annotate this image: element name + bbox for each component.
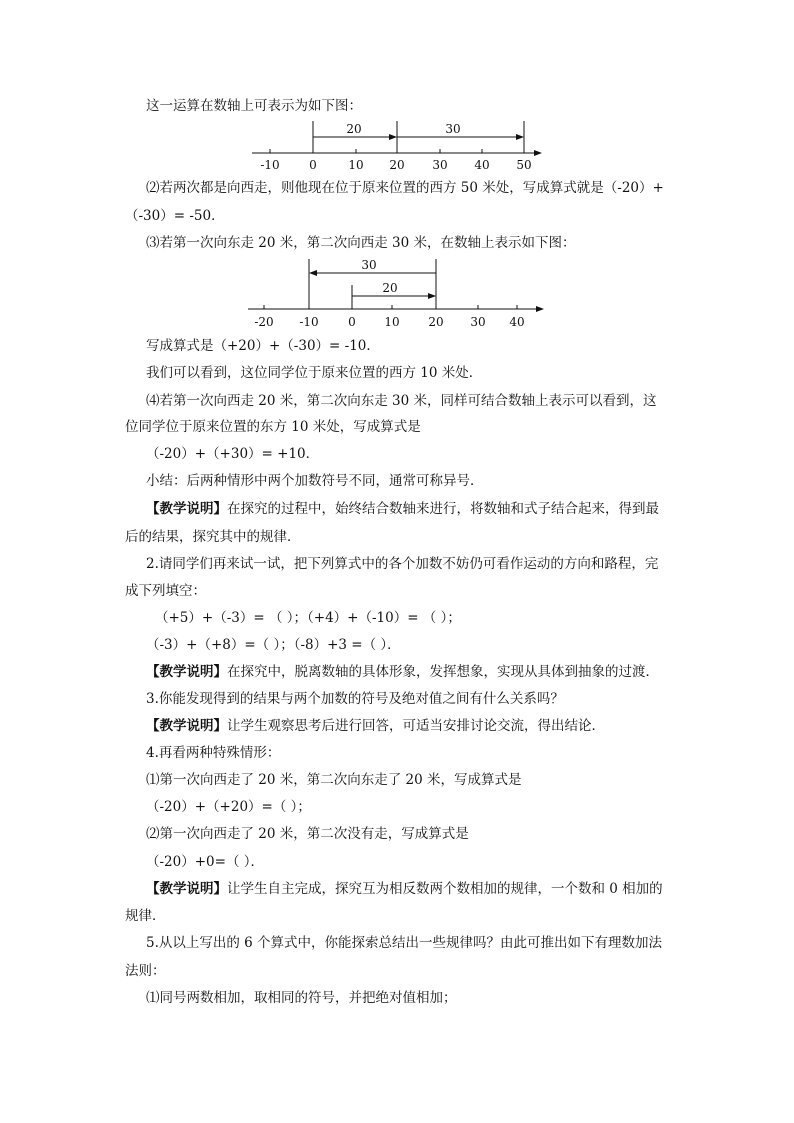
text-line: ⑵第一次向西走了 20 米，第二次没有走，写成算式是 [146, 826, 469, 842]
text-line: ⑷若第一次向西走 20 米，第二次向东走 30 米，同样可结合数轴上表示可以看到，这 [146, 393, 657, 409]
text-line: 3.你能发现得到的结果与两个加数的符号及绝对值之间有什么关系吗？ [146, 691, 564, 707]
tick-label: -20 [254, 315, 274, 329]
text-line: ⑵若两次都是向西走，则他现在位于原来位置的西方 50 米处，写成算式就是（-20）+ [146, 180, 664, 196]
tick-label: 20 [389, 158, 405, 172]
number-line-diagram-2 [246, 256, 548, 336]
text-line: 法则： [125, 963, 166, 979]
tick-label: 10 [384, 315, 400, 329]
arrow-label: 20 [346, 122, 362, 136]
teaching-note-label: 【教学说明】 [146, 718, 227, 734]
tick-label: 40 [509, 315, 525, 329]
text-line: 位同学位于原来位置的东方 10 米处，写成算式是 [125, 419, 421, 435]
text-line: 这一运算在数轴上可表示为如下图： [146, 98, 362, 114]
text-line: ⑴同号两数相加，取相同的符号，并把绝对值相加； [146, 990, 457, 1006]
teaching-note-text: 让学生自主完成，探究互为相反数两个数相加的规律，一个数和 0 相加的 [227, 881, 663, 897]
tick-label: 20 [428, 315, 444, 329]
arrow-label: 20 [382, 281, 398, 295]
teaching-note-text: 在探究中，脱离数轴的具体形象，发挥想象，实现从具体到抽象的过渡． [227, 664, 659, 680]
text-line: （-20）+（+20）=（ ）； [146, 799, 311, 815]
text-line: 2.请同学们再来试一试，把下列算式中的各个加数不妨仍可看作运动的方向和路程，完 [146, 556, 659, 572]
text-line [146, 717, 605, 735]
tick-label: -10 [260, 158, 280, 172]
text-line: （-3）+（+8）=（ ）；（-8）+3 =（ ）． [146, 637, 401, 653]
tick-label: 0 [309, 158, 317, 172]
text-line: 小结：后两种情形中两个加数符号不同，通常可称异号． [146, 473, 484, 489]
number-line-diagram-1 [248, 118, 548, 182]
text-line: （-20）+0=（ ）． [146, 854, 264, 870]
teaching-note-text: 在探究的过程中，始终结合数轴来进行，将数轴和式子结合起来，得到最 [227, 501, 659, 517]
text-line [146, 663, 659, 681]
tick-label: -10 [299, 315, 319, 329]
arrow-label: 30 [361, 258, 377, 272]
arrow-label: 30 [445, 122, 461, 136]
teaching-note-label: 【教学说明】 [146, 664, 227, 680]
text-line [146, 500, 659, 518]
tick-label: 30 [470, 315, 486, 329]
text-line: ⑶若第一次向东走 20 米，第二次向西走 30 米，在数轴上表示如下图： [146, 235, 576, 251]
text-line: 5.从以上写出的 6 个算式中，你能探索总结出一些规律吗？由此可推出如下有理数加法 [146, 935, 663, 951]
text-line: （-30）= -50． [125, 208, 225, 224]
teaching-note-label: 【教学说明】 [146, 501, 227, 517]
text-line: （+5）+（-3）= （ ）；（+4）+（-10）= （ ）； [155, 610, 461, 626]
text-line: 写成算式是（+20）+（-30）= -10． [146, 338, 380, 354]
text-line: 4.再看两种特殊情形： [146, 745, 281, 761]
teaching-note-label: 【教学说明】 [146, 881, 227, 897]
text-line [146, 880, 663, 898]
tick-label: 50 [516, 158, 532, 172]
tick-label: 0 [348, 315, 356, 329]
text-line: ⑴第一次向西走了 20 米，第二次向东走了 20 米，写成算式是 [146, 772, 522, 788]
tick-label: 40 [474, 158, 490, 172]
text-line: （-20）+（+30）= +10． [146, 446, 320, 462]
tick-label: 10 [348, 158, 364, 172]
text-line: 后的结果，探究其中的规律． [125, 529, 301, 545]
teaching-note-text: 让学生观察思考后进行回答，可适当安排讨论交流，得出结论． [227, 718, 605, 734]
text-line: 成下列填空： [125, 583, 206, 599]
text-line: 规律． [125, 908, 166, 924]
text-line: 我们可以看到，这位同学位于原来位置的西方 10 米处． [146, 365, 483, 381]
tick-label: 30 [432, 158, 448, 172]
